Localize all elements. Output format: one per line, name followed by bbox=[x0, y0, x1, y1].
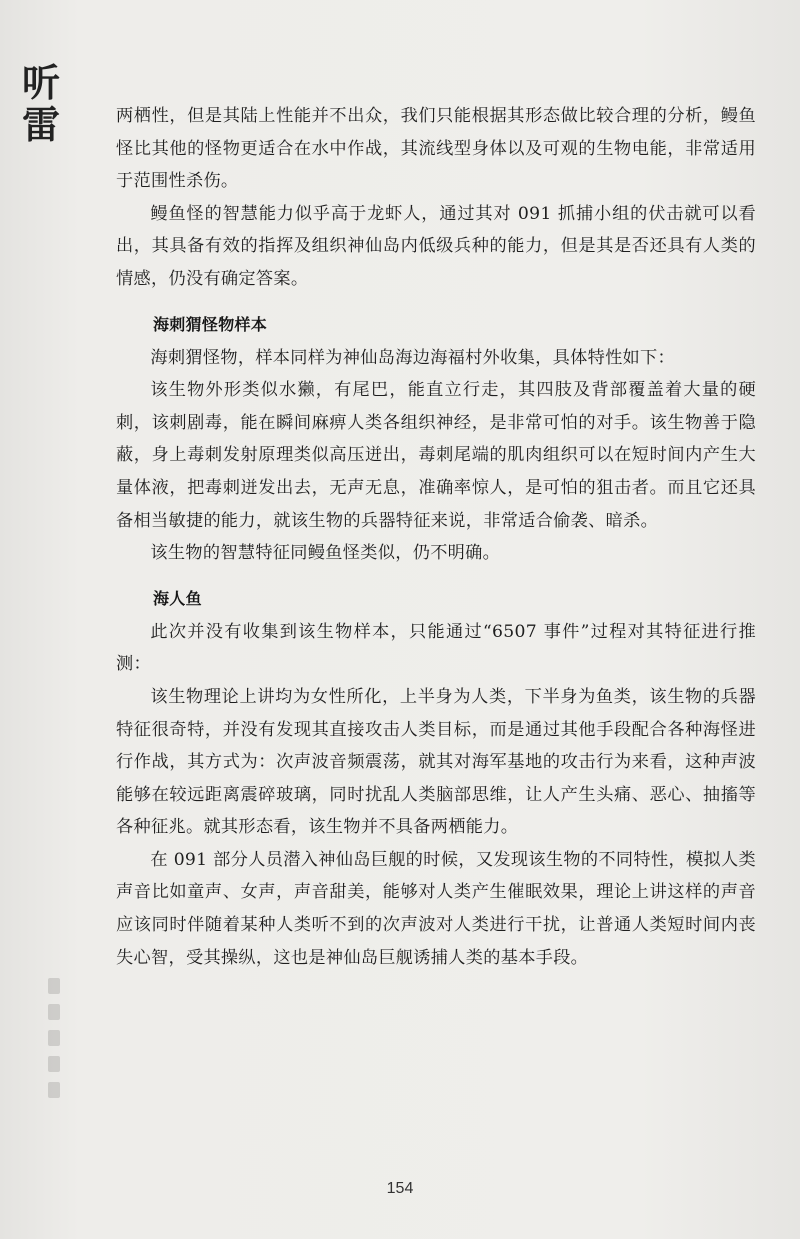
paragraph: 在 091 部分人员潜入神仙岛巨舰的时候，又发现该生物的不同特性，模拟人类声音比如童声、女声，声音甜美，能够对人类产生催眠效果，理论上讲这样的声音应该同时伴随着某种人类听不到的次声波对人类进行干扰，让普通人类短时间内丧失心智，受其操纵，这也是神仙岛巨舰诱捕人类的基本手段。 bbox=[116, 849, 756, 968]
paragraph: 海刺猬怪物，样本同样为神仙岛海边海福村外收集，具体特性如下： bbox=[150, 347, 676, 368]
book-title-char-1: 听 bbox=[21, 60, 60, 105]
paragraph: 此次并没有收集到该生物样本，只能通过“6507 事件”过程对其特征进行推测： bbox=[116, 621, 756, 675]
section-heading-haicimao: 海刺猬怪物样本 bbox=[153, 314, 268, 334]
section-heading-hairenyu: 海人鱼 bbox=[153, 588, 202, 608]
paragraph: 鳗鱼怪的智慧能力似乎高于龙虾人，通过其对 091 抓捕小组的伏击就可以看出，其具备有效的指挥及组织神仙岛内低级兵种的能力，但是其是否还具有人类的情感，仍没有确定答案。 bbox=[116, 203, 756, 289]
book-title-char-2: 雷 bbox=[21, 102, 60, 147]
margin-decoration bbox=[46, 968, 62, 1138]
paragraph: 该生物理论上讲均为女性所化，上半身为人类，下半身为鱼类，该生物的兵器特征很奇特，并没有发现其直接攻击人类目标，而是通过其他手段配合各种海怪进行作战，其方式为：次声波音频震荡，就其对海军基地的攻击行为来看，这种声波能够在较远距离震碎玻璃，同时扰乱人类脑部思维，让人产生头痛、恶心、抽搐等各种征兆。就其形态看，该生物并不具备两栖能力。 bbox=[116, 686, 756, 838]
book-title-vertical bbox=[16, 62, 66, 146]
paragraph: 该生物的智慧特征同鳗鱼怪类似，仍不明确。 bbox=[150, 543, 501, 564]
paragraph: 该生物外形类似水獭，有尾巴，能直立行走，其四肢及背部覆盖着大量的硬刺，该刺剧毒，能在瞬间麻痹人类各组织神经，是非常可怕的对手。该生物善于隐蔽，身上毒刺发射原理类似高压迸出，毒刺尾端的肌肉组织可以在短时间内产生大量体液，把毒刺迸发出去，无声无息，准确率惊人，是可怕的狙击者。而且它还具备相当敏捷的能力，就该生物的兵器特征来说，非常适合偷袭、暗杀。 bbox=[116, 380, 756, 531]
page-body bbox=[116, 100, 756, 974]
page-number: 154 bbox=[386, 1180, 414, 1197]
paragraph-continued: 两栖性，但是其陆上性能并不出众，我们只能根据其形态做比较合理的分析，鳗鱼怪比其他的怪物更适合在水中作战，其流线型身体以及可观的生物电能，非常适用于范围性杀伤。 bbox=[116, 106, 756, 192]
